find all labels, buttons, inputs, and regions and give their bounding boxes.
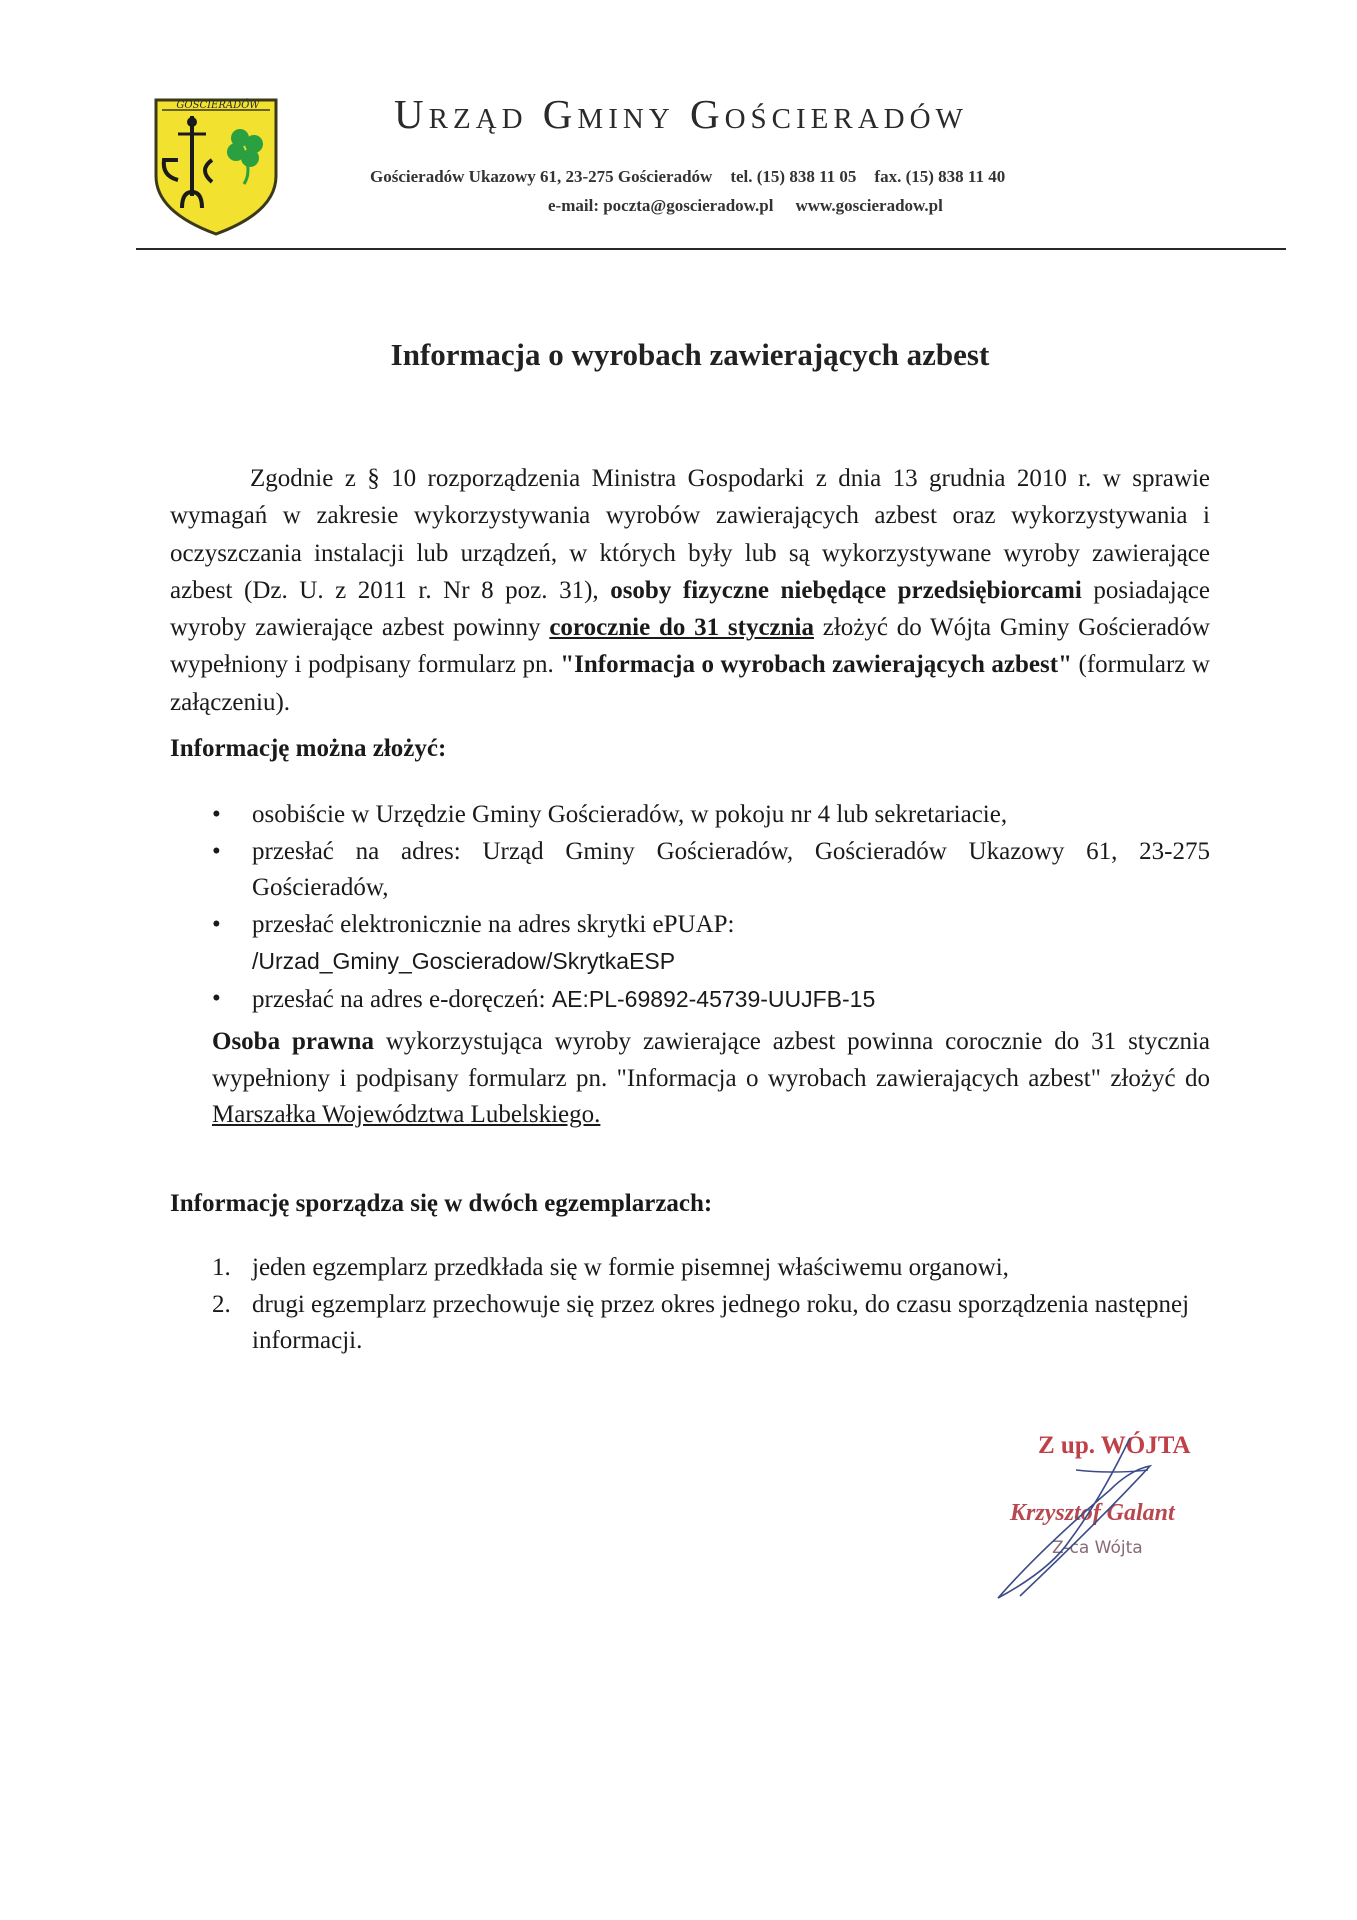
- contact-line: [370, 167, 1170, 187]
- list-item: • przesłać na adres: Urząd Gminy Gościeradów, Gościeradów Ukazowy 61, 23-275 Gościeradów,: [212, 834, 1210, 907]
- list-item: • przesłać elektronicznie na adres skrytki ePUAP: /Urzad_Gminy_Goscieradow/SkrytkaESP: [212, 907, 1210, 981]
- legal-entity-label: Osoba prawna: [212, 1028, 374, 1055]
- intro-text: posiadające wyroby zawierające azbest powinny: [170, 576, 1210, 642]
- stamp-authority: Z up. WÓJTA: [1038, 1432, 1191, 1459]
- copies-list: [212, 1250, 1210, 1360]
- signature-icon: [980, 1430, 1230, 1600]
- list-item: 1. jeden egzemplarz przedkłada się w formie pisemnej właściwemu organowi,: [212, 1254, 1009, 1281]
- official-stamp: [980, 1430, 1230, 1600]
- header-divider: [136, 248, 1286, 250]
- recipient-name: Marszałka Województwa Lubelskiego.: [212, 1101, 601, 1128]
- intro-text: Zgodnie z § 10 rozporządzenia Ministra Gospodarki z dnia 13 grudnia 2010 r. w sprawie wymagań w zakresie wykorzystywania wyrobów zawierających azbest oraz wykorzystywania i oczyszczania instalacji lub urządzeń, w których były lub są wykorzystywane wyroby zawierające azbest (Dz. U. z 2011 r. Nr 8 poz. 31),: [170, 465, 1210, 604]
- submission-list: [212, 797, 1210, 1018]
- office-address: Gościeradów Ukazowy 61, 23-275 Gościeradów: [370, 167, 713, 186]
- intro-text: złożyć do Wójta Gminy Gościeradów wypełniony i podpisany formularz pn.: [170, 614, 1210, 679]
- website-link: www.goscieradow.pl: [795, 196, 943, 215]
- list-item: • przesłać na adres e-doręczeń: AE:PL-69892-45739-UUJFB-15: [212, 981, 1210, 1019]
- stamp-position: Z-ca Wójta: [1052, 1538, 1143, 1558]
- email-address: e-mail: poczta@goscieradow.pl: [548, 196, 774, 215]
- coat-of-arms-icon: [148, 88, 284, 236]
- contact-line-web: [548, 196, 943, 216]
- intro-text: (formularz w załączeniu).: [170, 651, 1210, 716]
- stamp-signatory: Krzysztof Galant: [1010, 1500, 1175, 1526]
- list-item: 2. drugi egzemplarz przechowuje się przez okres jednego roku, do czasu sporządzenia następnej informacji.: [212, 1290, 1190, 1354]
- bullet-icon: •: [212, 837, 221, 865]
- list-item: • osobiście w Urzędzie Gminy Gościeradów, w pokoju nr 4 lub sekretariacie,: [212, 797, 1210, 834]
- target-group: osoby fizyczne niebędące przedsiębiorcami: [610, 576, 1082, 604]
- submission-heading: Informację można złożyć:: [170, 735, 447, 762]
- epuap-address: /Urzad_Gminy_Goscieradow/SkrytkaESP: [252, 948, 676, 974]
- crest-label: GOŚCIERADÓW: [176, 100, 260, 111]
- intro-paragraph: [170, 460, 1210, 721]
- bullet-icon: •: [212, 984, 221, 1012]
- fax-number: fax. (15) 838 11 40: [874, 167, 1006, 186]
- form-name: "Informacja o wyrobach zawierających azbest": [560, 651, 1072, 679]
- e-delivery-address: AE:PL-69892-45739-UUJFB-15: [551, 985, 876, 1012]
- bullet-icon: •: [212, 801, 221, 828]
- document-title: Informacja o wyrobach zawierających azbest: [390, 337, 990, 372]
- deadline: corocznie do 31 stycznia: [549, 614, 814, 642]
- office-name: Urząd Gminy Gościeradów: [394, 91, 968, 137]
- phone-number: tel. (15) 838 11 05: [730, 167, 857, 186]
- copies-heading: Informację sporządza się w dwóch egzemplarzach:: [170, 1190, 713, 1217]
- bullet-icon: •: [212, 910, 221, 938]
- legal-entity-paragraph: Osoba prawna wykorzystująca wyroby zawierające azbest powinna corocznie do 31 stycznia wypełniony i podpisany formularz pn. "Informacja o wyrobach zawierających azbest" złożyć do Marszałka Województwa Lubelskiego.: [212, 1028, 1210, 1128]
